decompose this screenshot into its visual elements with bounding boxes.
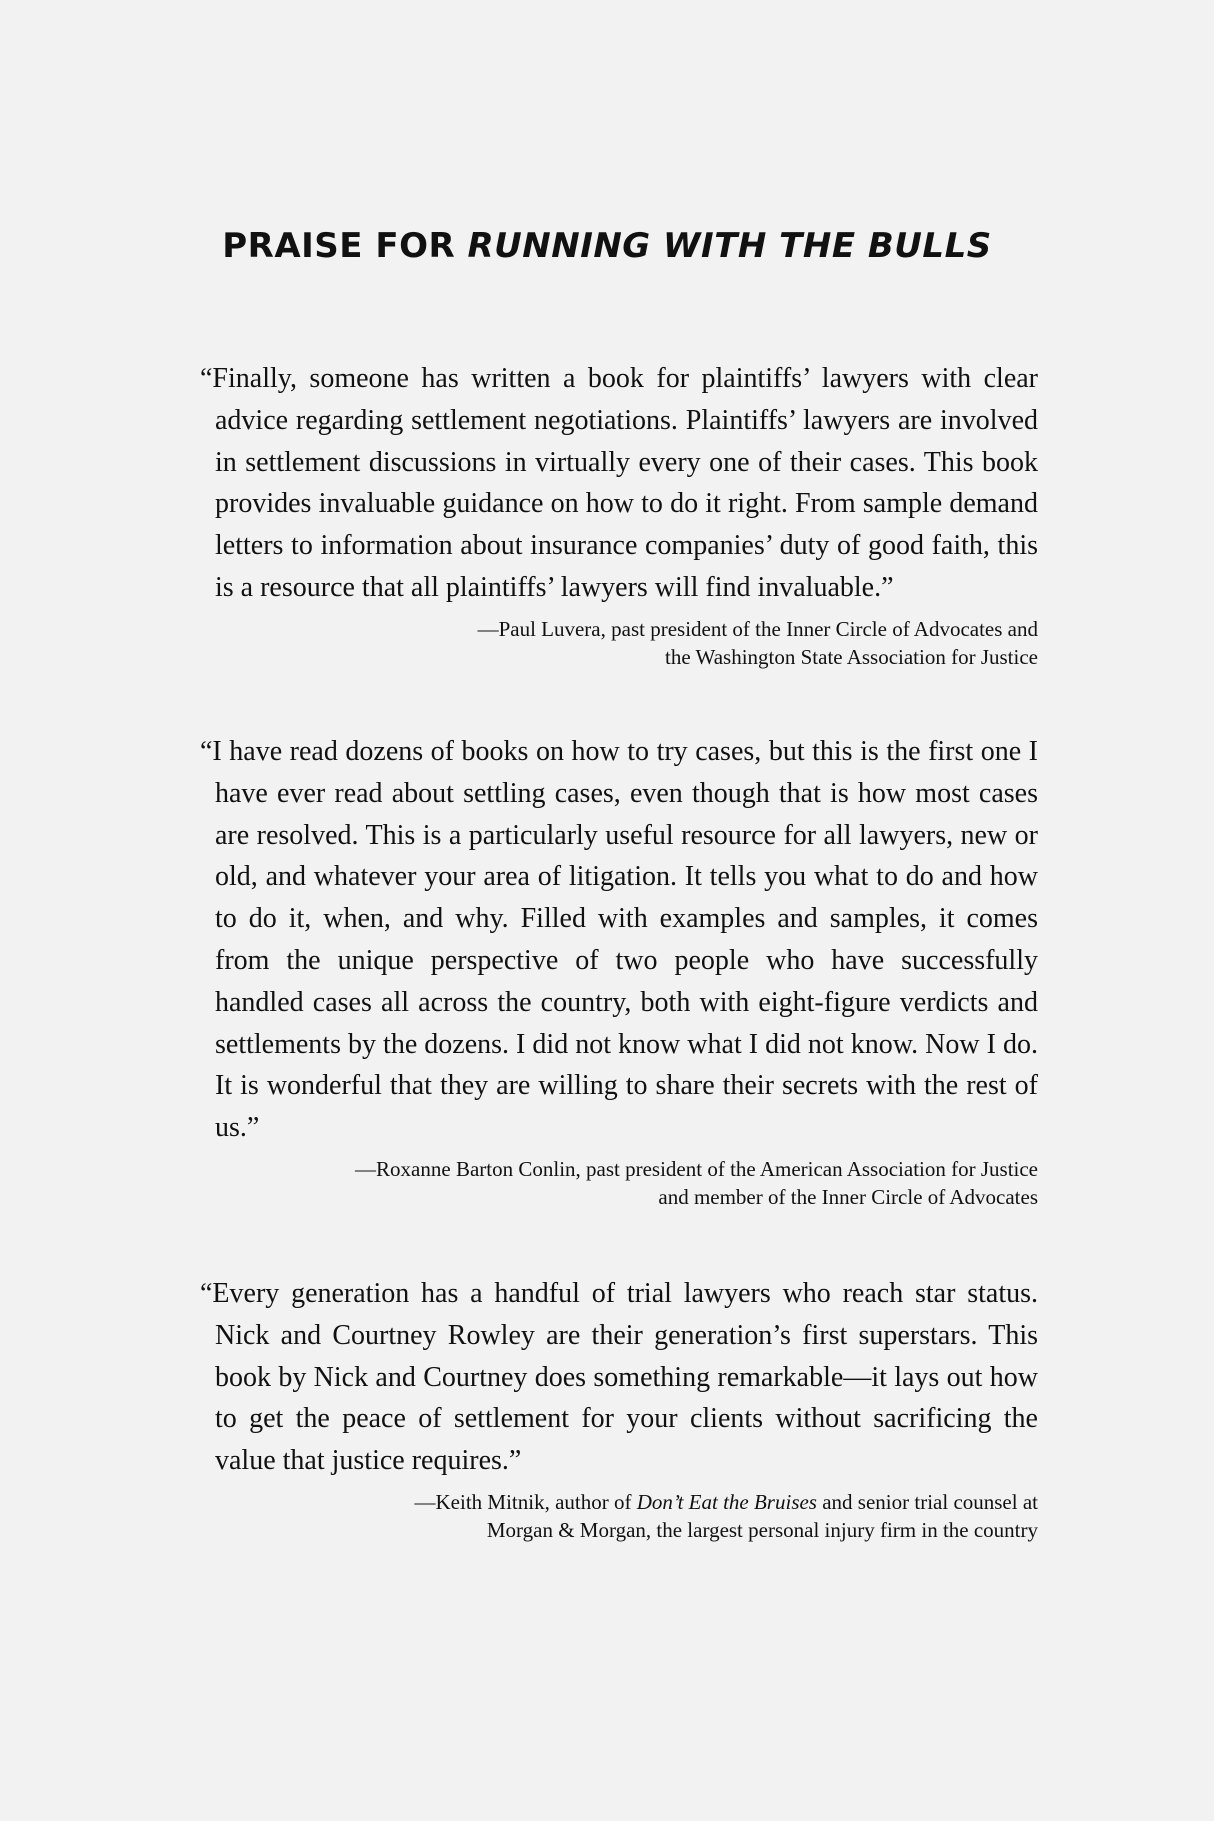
attribution-book-title: Don’t Eat the Bruises — [636, 1489, 817, 1514]
page-title-prefix: PRAISE FOR — [222, 226, 468, 266]
testimonial-attribution — [200, 1155, 1038, 1211]
attribution-suffix: and senior trial counsel at — [816, 1489, 1038, 1514]
testimonial-quote: “Every generation has a handful of trial lawyers who reach star status. Nick and Courtney Rowley are their generation’s first superstars. This book by Nick and Courtney does something remarkable—it lays out how to get the peace of settlement for your clients without sacrificing the value that justice requires.” — [200, 1278, 1038, 1477]
page-title-book-name: RUNNING WITH THE BULLS — [467, 226, 992, 266]
testimonial-luvera — [200, 358, 1038, 671]
attribution-line-2: Morgan & Morgan, the largest personal injury firm in the country — [486, 1517, 1038, 1542]
attribution-line-1: —Paul Luvera, past president of the Inner Circle of Advocates and — [477, 616, 1038, 641]
testimonial-attribution — [200, 1488, 1038, 1544]
testimonial-mitnik — [200, 1273, 1038, 1544]
testimonial-quote: “I have read dozens of books on how to try cases, but this is the first one I have ever read about settling cases, even though that is how most cases are resolved. This is a particularly useful resource for all lawyers, new or old, and whatever your area of litigation. It tells you what to do and how to do it, when, and why. Filled with examples and samples, it comes from the unique perspective of two people who have successfully handled cases all across the country, both with eight-figure verdicts and settlements by the dozens. I did not know what I did not know. Now I do. It is wonderful that they are willing to share their secrets with the rest of us.” — [200, 736, 1038, 1144]
attribution-line-1: —Roxanne Barton Conlin, past president of the American Association for Justice — [355, 1156, 1038, 1181]
testimonial-quote: “Finally, someone has written a book for plaintiffs’ lawyers with clear advice regarding settlement negotiations. Plaintiffs’ lawyers are involved in settlement discussions in virtually every one of their cases. This book provides invaluable guidance on how to do it right. From sample demand letters to information about insurance companies’ duty of good faith, this is a resource that all plaintiffs’ lawyers will find invaluable.” — [200, 363, 1038, 603]
attribution-prefix: —Keith Mitnik, author of — [414, 1489, 637, 1514]
attribution-line-2: the Washington State Association for Justice — [665, 644, 1038, 669]
testimonial-attribution — [200, 615, 1038, 671]
testimonial-conlin — [200, 731, 1038, 1211]
attribution-line-2: and member of the Inner Circle of Advocates — [658, 1184, 1038, 1209]
attribution-line-1 — [200, 1488, 1038, 1516]
page-title — [0, 222, 1214, 270]
